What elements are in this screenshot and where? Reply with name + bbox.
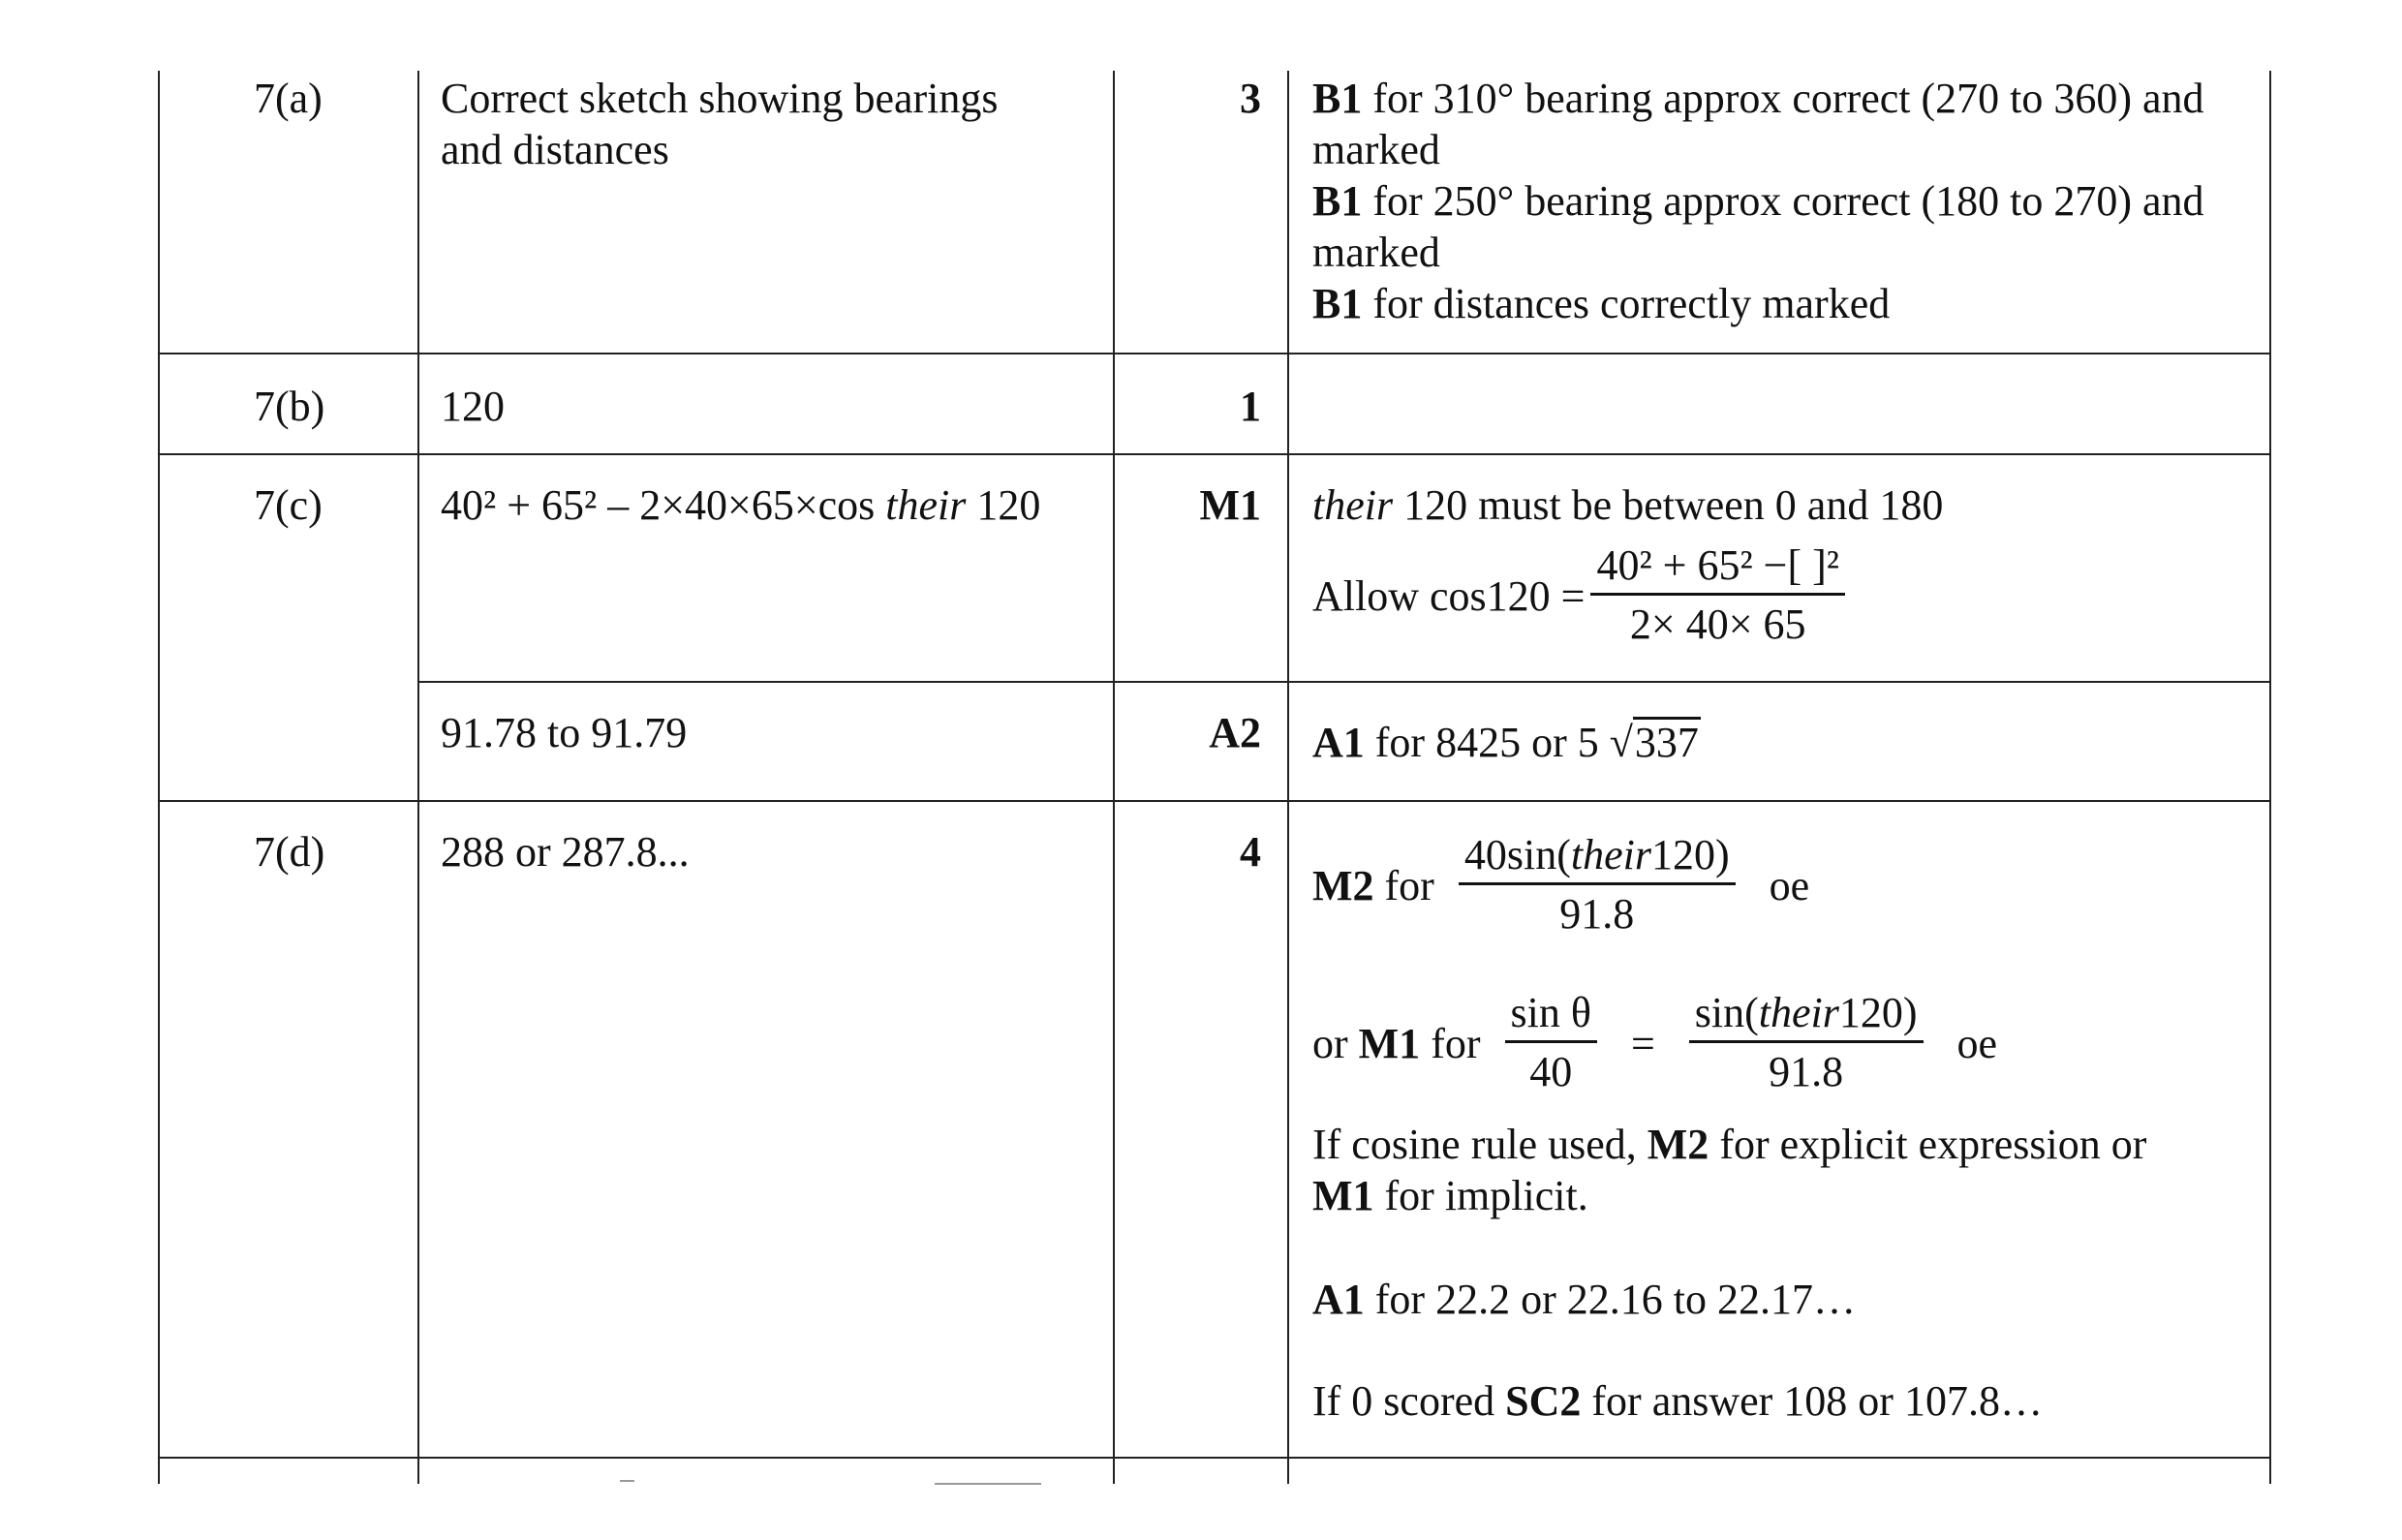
marks-7c-m1: M1 <box>1199 481 1261 529</box>
guidance-line: marked <box>1312 229 1440 276</box>
guidance-line: B1 for 310° bearing approx correct (270 to 360) and <box>1312 75 2204 122</box>
guidance-7d <box>1312 828 2257 1101</box>
guidance-line: marked <box>1312 126 1440 173</box>
guidance-7d-sc2: If 0 scored SC2 for answer 108 or 107.8… <box>1312 1377 2043 1425</box>
question-number-7b: 7(b) <box>254 383 325 430</box>
guidance-line: B1 for distances correctly marked <box>1312 280 1891 327</box>
answer-7d: 288 or 287.8... <box>441 828 690 876</box>
m1-sine-rule-line: or M1 for $\frac{\text{sin θ}}{40}$ = $\frac{\text{sin(their120)}}{91.8}$ oe <box>1312 986 2257 1101</box>
answer-7c-accuracy: 91.78 to 91.79 <box>441 709 688 756</box>
answer-7a <box>441 73 1109 175</box>
question-number-7a: 7(a) <box>254 75 323 122</box>
guidance-line: B1 for 250° bearing approx correct (180 to 270) and <box>1312 177 2204 225</box>
answer-line: Correct sketch showing bearings <box>441 75 999 122</box>
sin-their-fraction: $\frac{\text{sin(their120)}}{91.8}$ <box>1689 986 1924 1101</box>
guidance-7c <box>1312 479 2257 654</box>
m2-fraction-line: M2 for $\frac{\text{40sin(their120)}}{91.8}$ oe <box>1312 828 2257 943</box>
marks-7b: 1 <box>1240 383 1261 430</box>
answer-7b: 120 <box>441 383 505 430</box>
guidance-7c-a1: A1 for 8425 or 5 √337 <box>1312 719 1699 766</box>
guidance-7d-cosine: If cosine rule used, M2 for explicit expression or M1 for implicit. <box>1312 1121 2147 1219</box>
sin-theta-fraction: $\frac{\text{sin θ}}{40}$ <box>1505 986 1597 1101</box>
marks-7c-a2: A2 <box>1209 709 1261 756</box>
guidance-7d-a1: A1 for 22.2 or 22.16 to 22.17… <box>1312 1276 1856 1323</box>
answer-7c-expression: 40² + 65² – 2×40×65×cos their 120 <box>441 481 1041 529</box>
allow-fraction-line: Allow cos120 = $\frac{\text{40² + 65² −[ ]²}}{2\times 40\times 65}$ <box>1312 539 2257 654</box>
square-root: 337 <box>1634 719 1699 766</box>
answer-line: and distances <box>441 126 669 173</box>
guidance-line: their 120 must be between 0 and 180 <box>1312 481 1944 529</box>
cosine-fraction: $\frac{\text{40² + 65² −[ ]²}}{2\times 40\times 65}$ <box>1590 539 1845 654</box>
question-number-7c: 7(c) <box>254 481 323 529</box>
marks-7d: 4 <box>1240 828 1261 876</box>
sine-fraction: $\frac{\text{40sin(their120)}}{91.8}$ <box>1459 828 1736 943</box>
question-number-7d: 7(d) <box>254 828 325 876</box>
marks-7a: 3 <box>1240 75 1261 122</box>
guidance-7a <box>1312 73 2257 329</box>
